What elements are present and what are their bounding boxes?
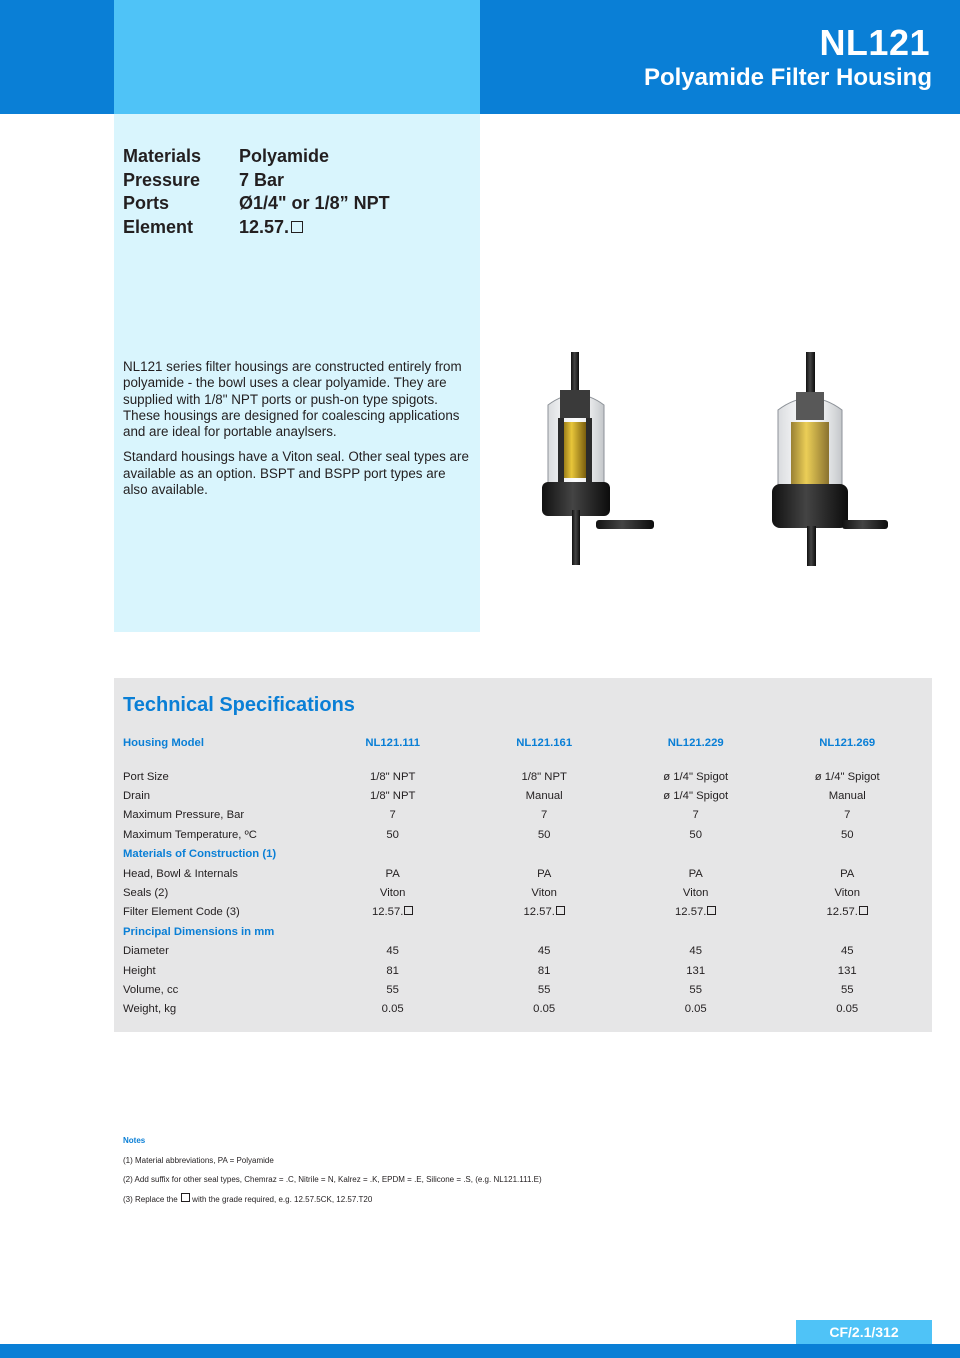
table-row [123, 883, 923, 902]
table-row [123, 980, 923, 999]
note-3-start: (3) Replace the [123, 1194, 178, 1204]
grade-box-icon [859, 906, 868, 915]
cell: 1/8" NPT [369, 770, 416, 783]
table-header-row [123, 733, 923, 753]
cell: 131 [686, 964, 706, 977]
cell [620, 903, 772, 922]
cell: Manual [828, 790, 866, 803]
table-row [123, 864, 923, 883]
key-spec-materials [123, 146, 390, 170]
cell: 0.05 [836, 1003, 859, 1016]
element-code: 12.57. [826, 906, 858, 919]
key-specs [123, 146, 390, 240]
table-row [123, 786, 923, 805]
row-label: Filter Element Code (3) [123, 906, 240, 919]
table-row [123, 903, 923, 922]
key-spec-value: 7 Bar [239, 169, 285, 190]
cell: ø 1/4" Spigot [663, 790, 729, 803]
grade-box-icon [404, 906, 413, 915]
cell [468, 903, 620, 922]
description-paragraph: NL121 series filter housings are constructed entirely from polyamide - the bowl uses a clear polyamide. They are supplied with 1/8" NPT ports or push-on type spigots. These housings are designed for coalescing applications and are ideal for portable anaylsers. [123, 359, 462, 440]
key-spec-label: Element [123, 216, 194, 237]
section-row [123, 922, 923, 941]
element-code: 12.57. [674, 906, 707, 919]
cell: Viton [531, 887, 557, 900]
model-header: NL121.269 [819, 737, 876, 749]
table-row [123, 806, 923, 825]
key-spec-ports [123, 193, 390, 217]
cell: PA [840, 867, 855, 880]
cell: PA [688, 867, 703, 880]
key-spec-value: Ø1/4" or 1/8” NPT [239, 193, 390, 213]
row-label: Port Size [123, 770, 169, 783]
cell: 7 [844, 809, 851, 822]
document-code: CF/2.1/312 [796, 1320, 932, 1344]
cell: 131 [837, 964, 857, 977]
cell [771, 903, 923, 922]
cell: Viton [834, 887, 860, 900]
row-label: Volume, cc [123, 983, 179, 996]
notes-title: Notes [123, 1136, 146, 1145]
row-label: Height [123, 964, 156, 977]
table-row [123, 825, 923, 844]
cell: Manual [525, 790, 563, 803]
note-3-end: with the grade required, e.g. 12.57.5CK, 12.57.T20 [192, 1194, 373, 1204]
cell: ø 1/4" Spigot [814, 770, 880, 783]
grade-box-icon [181, 1193, 190, 1202]
cell: 50 [689, 828, 702, 841]
cell: 45 [386, 945, 399, 958]
cell: PA [385, 867, 400, 880]
cell: 55 [386, 983, 399, 996]
row-label: Head, Bowl & Internals [123, 867, 238, 880]
table-row [123, 767, 923, 786]
table-row [123, 1000, 923, 1019]
key-spec-label: Pressure [123, 169, 201, 190]
cell: 81 [537, 964, 551, 977]
cell: 0.05 [533, 1003, 556, 1016]
description [123, 359, 473, 507]
closed-housing-view [772, 352, 888, 566]
cell: 55 [689, 983, 702, 996]
spec-table [123, 733, 923, 1019]
element-code: 12.57. [371, 906, 404, 919]
cell: 45 [537, 945, 551, 958]
key-spec-element [123, 217, 390, 241]
product-subtitle: Polyamide Filter Housing [643, 64, 932, 91]
cutaway-housing-view [542, 352, 654, 565]
row-label: Seals (2) [123, 887, 169, 900]
cell: Viton [682, 887, 709, 900]
cell: Viton [379, 887, 406, 900]
cell [317, 903, 469, 922]
notes [123, 1131, 542, 1209]
cell: 7 [541, 809, 548, 822]
cell: PA [537, 867, 552, 880]
product-image [510, 340, 910, 575]
cell: 7 [389, 809, 396, 822]
description-paragraph: Standard housings have a Viton seal. Other seal types are available as an option. BSPT and BSPP port types are also available. [123, 449, 469, 498]
key-spec-value: Polyamide [239, 146, 330, 166]
cell: ø 1/4" Spigot [663, 770, 729, 783]
cell: 55 [537, 983, 551, 996]
grade-box-icon [291, 221, 303, 233]
cell: 50 [386, 828, 399, 841]
row-label: Diameter [123, 945, 169, 958]
note-2: (2) Add suffix for other seal types, Chemraz = .C, Nitrile = N, Kalrez = .K, EPDM = .E, Silicone = .S, (e.g. NL121.111.E) [123, 1175, 542, 1184]
model-header: NL121.161 [516, 737, 573, 749]
row-label: Drain [123, 790, 150, 803]
key-spec-label: Materials [123, 146, 202, 166]
footer-bar [0, 1344, 960, 1358]
cell: 45 [840, 945, 854, 958]
cell: 55 [840, 983, 854, 996]
key-spec-value [239, 217, 303, 241]
cell: 0.05 [381, 1003, 404, 1016]
model-header: NL121.111 [365, 737, 420, 749]
table-row [123, 942, 923, 961]
cell: 7 [692, 809, 699, 822]
cell: 50 [537, 828, 551, 841]
cell: 0.05 [684, 1003, 707, 1016]
cell: 45 [689, 945, 702, 958]
section-label: Materials of Construction (1) [123, 848, 277, 861]
header-light-block [114, 0, 480, 114]
product-code: NL121 [819, 22, 930, 63]
row-label: Maximum Pressure, Bar [123, 809, 245, 822]
row-label: Maximum Temperature, ºC [123, 828, 257, 841]
key-spec-pressure [123, 170, 390, 194]
spec-title: Technical Specifications [123, 694, 355, 716]
grade-box-icon [556, 906, 565, 915]
table-row [123, 961, 923, 980]
model-header: NL121.229 [667, 737, 724, 749]
cell: 1/8" NPT [369, 790, 416, 803]
cell: 50 [840, 828, 854, 841]
key-spec-label: Ports [123, 193, 170, 213]
section-label: Principal Dimensions in mm [123, 925, 275, 938]
row-label: Weight, kg [123, 1003, 177, 1016]
grade-box-icon [707, 906, 716, 915]
header-label: Housing Model [123, 737, 204, 749]
note-3 [123, 1190, 542, 1210]
cell: 1/8" NPT [521, 770, 567, 783]
note-1: (1) Material abbreviations, PA = Polyamide [123, 1155, 274, 1165]
spacer-row [123, 753, 923, 767]
cell: 81 [386, 964, 399, 977]
section-row [123, 845, 923, 864]
element-code: 12.57. [523, 906, 555, 919]
element-code: 12.57. [239, 216, 290, 237]
